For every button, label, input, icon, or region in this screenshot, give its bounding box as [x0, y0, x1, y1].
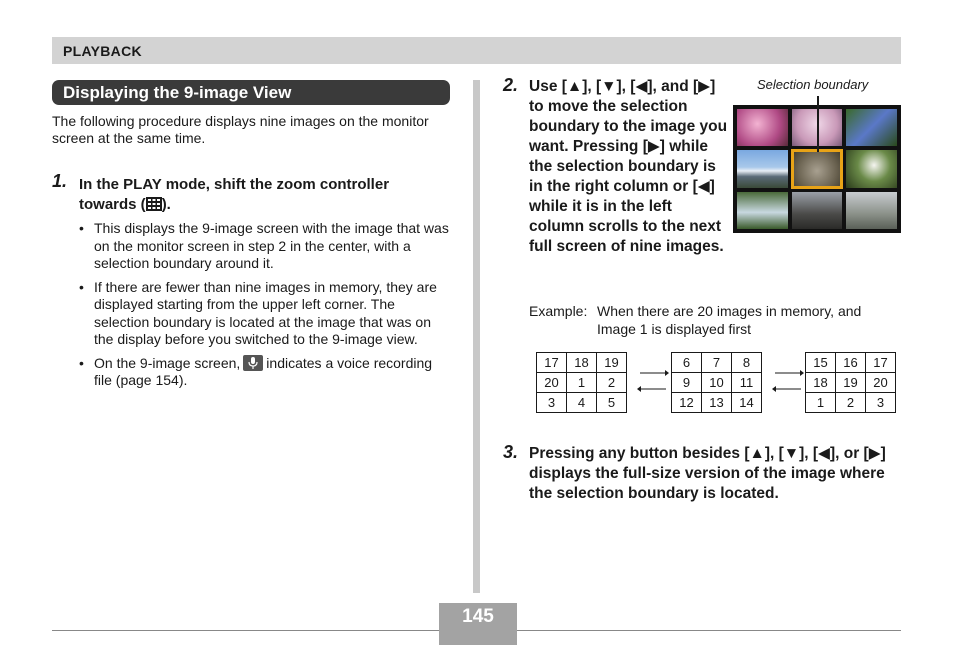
step-2-number: 2. — [503, 75, 519, 95]
table-row — [672, 353, 762, 373]
nine-grid-icon — [146, 197, 162, 217]
example-text: When there are 20 images in memory, and Image 1 is displayed first — [597, 303, 862, 337]
table-cell: 12 — [672, 393, 702, 413]
table-cell: 18 — [806, 373, 836, 393]
microphone-icon — [243, 355, 263, 371]
thumbnail-blue-flowers — [846, 109, 897, 146]
step-1-text-before: In the PLAY mode, shift the zoom controller towards ( — [79, 176, 390, 213]
table-cell: 17 — [537, 353, 567, 373]
thumbnail-path — [792, 192, 843, 229]
table-cell: 17 — [866, 353, 896, 373]
thumbnail-pink-flowers — [737, 109, 788, 146]
table-cell: 4 — [567, 393, 597, 413]
screen-table-3 — [805, 352, 896, 413]
table-cell: 8 — [732, 353, 762, 373]
step-1-text — [79, 175, 449, 217]
table-cell: 15 — [806, 353, 836, 373]
table-cell: 19 — [836, 373, 866, 393]
table-cell: 9 — [672, 373, 702, 393]
table-cell: 20 — [537, 373, 567, 393]
table-cell: 10 — [702, 373, 732, 393]
table-cell: 3 — [537, 393, 567, 413]
section-title-bar — [52, 80, 450, 105]
header-bar — [52, 37, 901, 64]
table-cell: 7 — [702, 353, 732, 373]
thumbnail-selected-cat — [792, 150, 843, 187]
table-row — [537, 373, 627, 393]
table-row — [537, 353, 627, 373]
table-cell: 16 — [836, 353, 866, 373]
table-cell: 2 — [836, 393, 866, 413]
table-cell: 5 — [597, 393, 627, 413]
table-row — [806, 373, 896, 393]
arrow-pair-2 — [772, 366, 804, 396]
table-cell: 2 — [597, 373, 627, 393]
arrow-pair-1 — [637, 366, 669, 396]
table-cell: 14 — [732, 393, 762, 413]
step-1-text-after: ). — [161, 196, 171, 213]
table-cell: 1 — [806, 393, 836, 413]
thumbnail-mountain — [737, 150, 788, 187]
step-3-text: Pressing any button besides [▲], [▼], [◀], or [▶] displays the full-size version of the image where the selection boundary is located. — [529, 445, 886, 502]
table-cell: 6 — [672, 353, 702, 373]
page-number: 145 — [462, 606, 494, 627]
table-row — [537, 393, 627, 413]
page-number-box — [439, 603, 517, 631]
table-cell: 13 — [702, 393, 732, 413]
table-row — [806, 393, 896, 413]
section-title: Displaying the 9-image View — [63, 83, 292, 102]
thumbnail-mist — [846, 192, 897, 229]
selection-pointer-line — [817, 96, 819, 152]
example-label: Example: — [529, 303, 588, 319]
table-cell: 19 — [597, 353, 627, 373]
bullet-item: • If there are fewer than nine images in memory, they are displayed starting from the upper left corner. The selection boundary is located at the image that was on the display before you switched to the 9-image view. — [79, 279, 451, 349]
page-number-tab — [439, 631, 517, 645]
table-row — [806, 353, 896, 373]
selection-boundary-caption: Selection boundary — [757, 77, 869, 92]
table-cell: 3 — [866, 393, 896, 413]
bullet-item — [79, 355, 451, 390]
bullet-3-after: indicates a voice recording file (page 154). — [94, 354, 433, 388]
step-1-number: 1. — [52, 171, 68, 191]
screen-table-1 — [536, 352, 627, 413]
bullet-item: • This displays the 9-image screen with the image that was on the monitor screen in step 2 in the center, with a selection boundary around it. — [79, 220, 451, 273]
step-3-number: 3. — [503, 442, 519, 462]
step-1-bullets — [79, 220, 451, 396]
table-row — [672, 373, 762, 393]
thumbnail-stream — [737, 192, 788, 229]
table-row — [672, 393, 762, 413]
column-divider — [473, 80, 480, 593]
table-cell: 11 — [732, 373, 762, 393]
table-cell: 20 — [866, 373, 896, 393]
header-label: PLAYBACK — [63, 43, 142, 59]
table-cell: 18 — [567, 353, 597, 373]
intro-paragraph: The following procedure displays nine images on the monitor screen at the same time. — [52, 113, 429, 146]
bullet-3-before: On the 9-image screen, — [94, 354, 241, 371]
screen-table-2 — [671, 352, 762, 413]
step-2-text: Use [▲], [▼], [◀], and [▶] to move the selection boundary to the image you want. Pressing [▶] while the selection boundary is in the right column or [◀] while it is in the left column scrolls to the next full screen of nine images. — [529, 78, 728, 255]
thumbnail-white-flower — [846, 150, 897, 187]
table-cell: 1 — [567, 373, 597, 393]
